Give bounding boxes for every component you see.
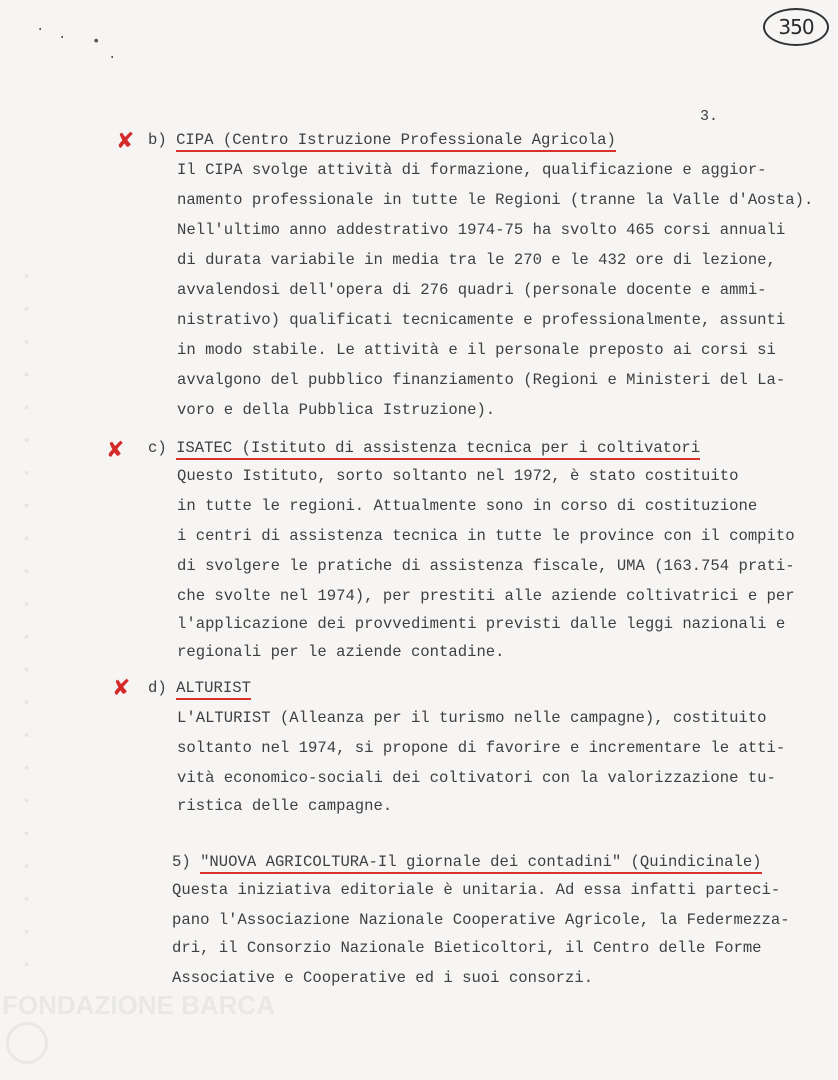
- speck: ·: [58, 30, 67, 46]
- section-d-line: ristica delle campagne.: [177, 797, 393, 815]
- section-c-line: regionali per le aziende contadine.: [177, 643, 505, 661]
- section-c-label: c): [148, 439, 167, 457]
- section-b-line: di durata variabile in media tra le 270 e le 432 ore di lezione,: [177, 251, 776, 269]
- section-b-line: namento professionale in tutte le Regioni (tranne la Valle d'Aosta).: [177, 191, 814, 209]
- section-b-heading: CIPA (Centro Istruzione Professionale Agricola): [176, 131, 616, 152]
- section-c-line: in tutte le regioni. Attualmente sono in corso di costituzione: [177, 497, 758, 515]
- section-d-line: soltanto nel 1974, si propone di favorire e incrementare le atti-: [177, 739, 786, 757]
- section-5-line: dri, il Consorzio Nazionale Bieticoltori, il Centro delle Forme: [172, 939, 762, 957]
- section-c-line: Questo Istituto, sorto soltanto nel 1972, è stato costituito: [177, 467, 739, 485]
- section-c-line: di svolgere le pratiche di assistenza fiscale, UMA (163.754 prati-: [177, 557, 795, 575]
- red-cross-mark: ✘: [116, 129, 135, 154]
- section-b-line: Nell'ultimo anno addestrativo 1974-75 ha svolto 465 corsi annuali: [177, 221, 786, 239]
- section-b-line: avvalendosi dell'opera di 276 quadri (personale docente e ammi-: [177, 281, 767, 299]
- section-c-heading-line: [148, 438, 700, 458]
- page-number-stamp: 350: [763, 8, 829, 46]
- section-b-line: voro e della Pubblica Istruzione).: [177, 401, 496, 419]
- section-5-label: 5): [172, 853, 191, 871]
- section-5-heading: "NUOVA AGRICOLTURA-Il giornale dei contadini" (Quindicinale): [200, 853, 761, 874]
- speck: ·: [108, 50, 117, 66]
- section-c-line: i centri di assistenza tecnica in tutte le province con il compito: [177, 527, 795, 545]
- section-b-heading-line: [148, 130, 616, 150]
- section-b-line: nistrativo) qualificati tecnicamente e professionalmente, assunti: [177, 311, 786, 329]
- section-b-line: in modo stabile. Le attività e il personale preposto ai corsi si: [177, 341, 776, 359]
- section-d-line: vità economico-sociali dei coltivatori con la valorizzazione tu-: [177, 769, 776, 787]
- red-cross-mark: ✘: [112, 676, 131, 701]
- section-d-heading: ALTURIST: [176, 679, 251, 700]
- red-cross-mark: ✘: [106, 438, 125, 463]
- section-5-heading-line: [172, 852, 762, 872]
- speck: •: [92, 34, 101, 50]
- section-c-line: che svolte nel 1974), per prestiti alle aziende coltivatrici e per: [177, 587, 795, 605]
- bleed-through-text: · · · · · · · · · · · · · · · · · · · · · ·: [6, 264, 44, 970]
- typed-page-number: 3.: [700, 108, 719, 125]
- section-c-line: l'applicazione dei provvedimenti previsti dalle leggi nazionali e: [177, 615, 786, 633]
- speck: ·: [36, 22, 45, 38]
- section-d-label: d): [148, 679, 167, 697]
- section-5-line: Questa iniziativa editoriale è unitaria. Ad essa infatti parteci-: [172, 881, 781, 899]
- watermark-logo: [6, 1022, 48, 1064]
- section-5-line: Associative e Cooperative ed i suoi consorzi.: [172, 969, 594, 987]
- section-b-line: avvalgono del pubblico finanziamento (Regioni e Ministeri del La-: [177, 371, 786, 389]
- watermark: FONDAZIONE BARCA: [2, 990, 275, 1020]
- section-5-line: pano l'Associazione Nazionale Cooperative Agricole, la Federmezza-: [172, 911, 790, 929]
- section-c-heading: ISATEC (Istituto di assistenza tecnica per i coltivatori: [176, 439, 700, 460]
- section-d-line: L'ALTURIST (Alleanza per il turismo nelle campagne), costituito: [177, 709, 767, 727]
- section-d-heading-line: [148, 678, 251, 698]
- section-b-line: Il CIPA svolge attività di formazione, qualificazione e aggior-: [177, 161, 767, 179]
- section-b-label: b): [148, 131, 167, 149]
